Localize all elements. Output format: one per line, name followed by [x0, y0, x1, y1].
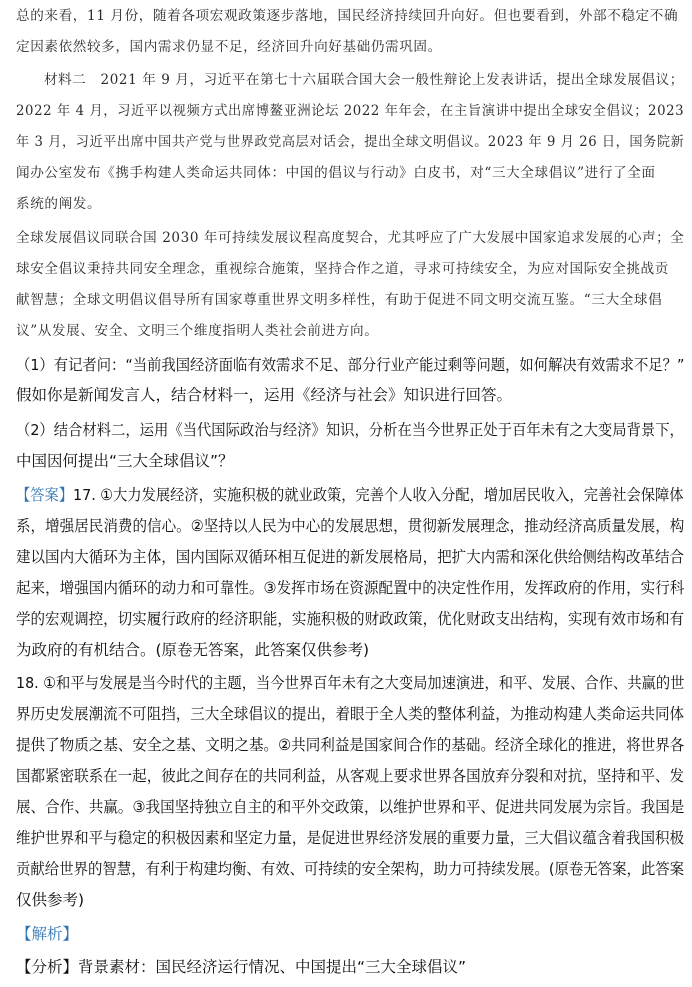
analysis-tag — [16, 922, 78, 944]
material-line: 总的来看，11 月份，随着各项宏观政策逐步落地，国民经济持续回升向好。但也要看到，外部不稳定不确 — [16, 8, 679, 24]
fenxi-label: 【分析】 — [16, 958, 79, 976]
answer-line: 学的宏观调控，切实履行政府的经济职能，实施积极的财政政策，优化财政支出结构，实现有效市场和有 — [16, 610, 685, 628]
material-line: 球安全倡议秉持共同安全理念，重视综合施策，坚持合作之道，寻求可持续安全，为应对国际安全挑战贡 — [16, 261, 669, 277]
answer-line: 贡献给世界的智慧，有利于构建均衡、有效、可持续的安全架构，助力可持续发展。(原卷无答案，此答案 — [16, 860, 685, 878]
answer-line: 系，增强居民消费的信心。②坚持以人民为中心的发展思想，贯彻新发展理念，推动经济高质量发展，构 — [16, 517, 685, 535]
material-line: 系统的阐发。 — [16, 196, 102, 212]
question-line: 假如你是新闻发言人，结合材料一，运用《经济与社会》知识进行回答。 — [16, 386, 513, 404]
answer-line: 提供了物质之基、安全之基、文明之基。②共同利益是国家间合作的基础。经济全球化的推进，将世界各 — [16, 736, 685, 754]
answer-tag: 【答案】 — [16, 486, 74, 504]
material-line: 2022 年 4 月，习近平以视频方式出席博鳌亚洲论坛 2022 年年会，在主旨演讲中提出全球安全倡议；2023 — [16, 103, 685, 119]
answer-line: 建以国内大循环为主体，国内国际双循环相互促进的新发展格局，把扩大内需和深化供给侧结构改革结合 — [16, 548, 685, 566]
answer-line: 界历史发展潮流不可阻挡，三大全球倡议的提出，着眼于全人类的整体利益，为推动构建人类命运共同体 — [16, 705, 685, 723]
answer-line: 18. ①和平与发展是当今时代的主题，当今世界百年未有之大变局加速演进，和平、发展、合作、共赢的世 — [16, 674, 685, 692]
question-line: 中国因何提出“三大全球倡议”？ — [16, 452, 234, 470]
material-line: 材料二 2021 年 9 月，习近平在第七十六届联合国大会一般性辩论上发表讲话，提出全球发展倡议； — [44, 72, 684, 88]
material-line: 议”从发展、安全、文明三个维度指明人类社会前进方向。 — [16, 323, 379, 339]
material-line: 献智慧；全球文明倡议倡导所有国家尊重世界文明多样性，有助于促进不同文明交流互鉴。“三大全球倡 — [16, 292, 663, 308]
question-line: （2）结合材料二，运用《当代国际政治与经济》知识，分析在当今世界正处于百年未有之大变局背景下， — [16, 421, 684, 439]
fenxi-line — [16, 955, 466, 977]
analysis-label: 【解析】 — [16, 925, 79, 943]
material-line: 全球发展倡议同联合国 2030 年可持续发展议程高度契合，尤其呼应了广大发展中国家追求发展的心声；全 — [16, 230, 685, 246]
answer-line: 展、合作、共赢。③我国坚持独立自主的和平外交政策，以维护世界和平、促进共同发展为宗旨。我国是 — [16, 798, 685, 816]
answer-text: 17. ①大力发展经济，实施积极的就业政策，完善个人收入分配，增加居民收入，完善社会保障体 — [73, 486, 684, 504]
question-line: （1）有记者问：“当前我国经济面临有效需求不足、部分行业产能过剩等问题，如何解决有效需求不足？” — [16, 356, 685, 374]
fenxi-text: 背景素材：国民经济运行情况、中国提出“三大全球倡议” — [78, 958, 467, 976]
answer-line: 为政府的有机结合。(原卷无答案，此答案仅供参考) — [16, 641, 370, 659]
material-line: 闻办公室发布《携手构建人类命运共同体：中国的倡议与行动》白皮书，对“三大全球倡议”进行了全面 — [16, 165, 656, 181]
answer-first-line — [16, 483, 684, 505]
answer-line: 国都紧密联系在一起，彼此之间存在的共同利益，从客观上要求世界各国放弃分裂和对抗，坚持和平、发 — [16, 767, 685, 785]
answer-line: 起来，增强国内循环的动力和可靠性。③发挥市场在资源配置中的决定性作用，发挥政府的作用，实行科 — [16, 579, 685, 597]
material-line: 定因素依然较多，国内需求仍显不足，经济回升向好基础仍需巩固。 — [16, 39, 442, 55]
answer-line: 仅供参考) — [16, 891, 85, 909]
material-line: 年 3 月，习近平出席中国共产党与世界政党高层对话会，提出全球文明倡议。2023 年 9 月 26 日，国务院新 — [16, 134, 685, 150]
answer-line: 维护世界和平与稳定的积极因素和坚定力量，是促进世界经济发展的重要力量，三大倡议蕴含着我国积极 — [16, 829, 685, 847]
